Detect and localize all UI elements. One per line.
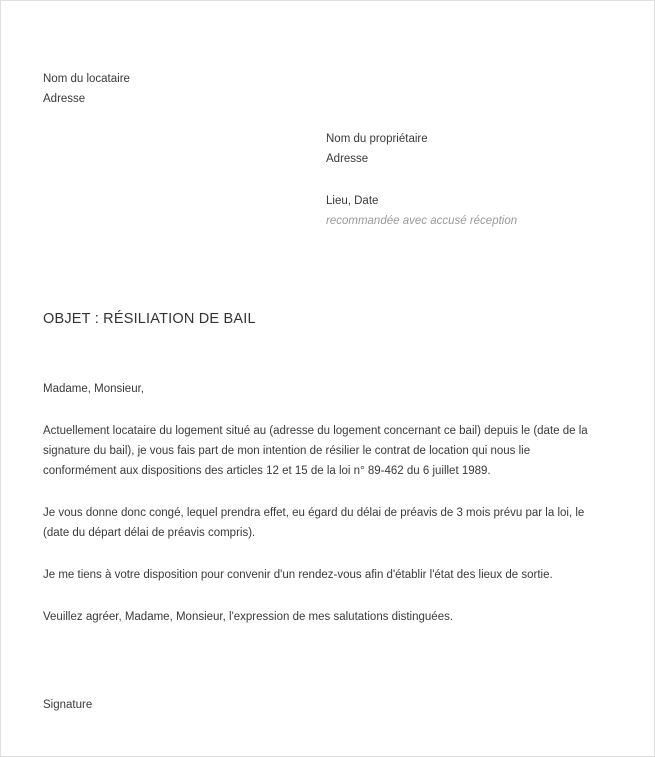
signature-block	[43, 695, 92, 715]
sender-address: Adresse	[43, 93, 86, 105]
signature-label: Signature	[43, 699, 93, 711]
body-paragraph-2: Je vous donne donc congé, lequel prendra effet, eu égard du délai de préavis de 3 mois prévu par la loi, le (date du départ délai de préavis compris).	[43, 507, 585, 539]
recipient-name: Nom du propriétaire	[326, 133, 428, 145]
body-paragraph-4: Veuillez agréer, Madame, Monsieur, l'expression de mes salutations distinguées.	[43, 611, 454, 623]
body-paragraph-1: Actuellement locataire du logement situé au (adresse du logement concernant ce bail) depuis le (date de la signature du bail), je vous fais part de mon intention de résilier le contrat de location qui nous lie conformément aux dispositions des articles 12 et 15 de la loi n° 89-462 du 6 juillet 1989.	[43, 425, 588, 477]
salutation: Madame, Monsieur,	[43, 383, 144, 395]
letter-body	[43, 379, 603, 627]
delivery-method-note: recommandée avec accusé réception	[326, 215, 518, 227]
place-date-block	[326, 191, 517, 231]
body-paragraph-3: Je me tiens à votre disposition pour convenir d'un rendez-vous afin d'établir l'état des lieux de sortie.	[43, 569, 553, 581]
subject-block	[43, 311, 256, 327]
recipient-address: Adresse	[326, 153, 369, 165]
sender-name: Nom du locataire	[43, 73, 130, 85]
place-date: Lieu, Date	[326, 195, 379, 207]
sender-address-block	[43, 69, 130, 109]
subject-line: OBJET : RÉSILIATION DE BAIL	[43, 311, 256, 327]
recipient-address-block	[326, 129, 428, 169]
